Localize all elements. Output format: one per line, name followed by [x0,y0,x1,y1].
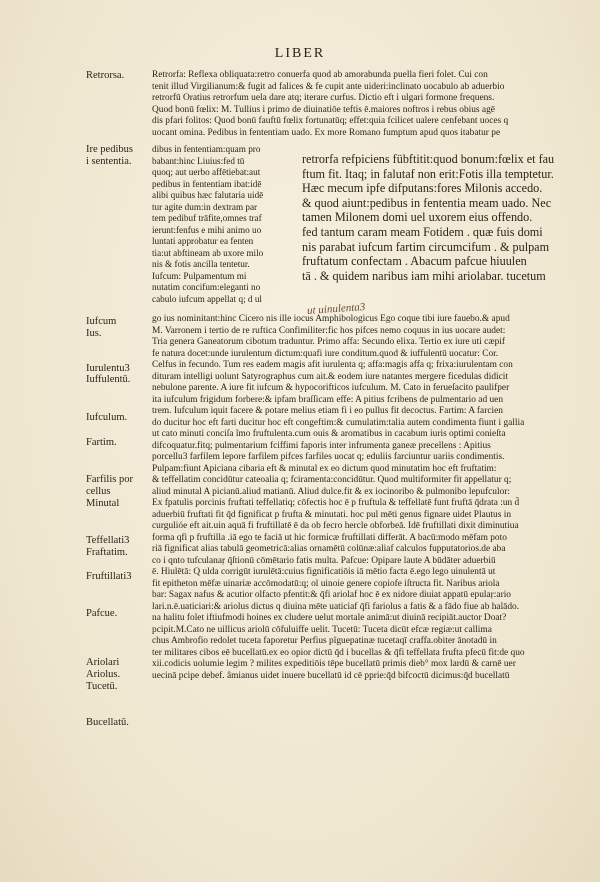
margin-note: Pafcue. [86,608,118,619]
text-line: pedibus in fententiam ibat:idē [152,178,262,189]
text-line: na halitu folet iftiufmodi hoines ex cludere uelut mortale animā:ut diuinā recipiāt.auctor Doat? [152,613,507,623]
text-line: riā fignificat alias tabulā geometricā:alias ornamētū colūnæ:aliaf calculos fupputatorios.de aba [152,544,506,554]
margin-note: Ire pedibus [86,144,133,155]
text-line: Tria genera Ganeatorum cibotum traduntur. Primo affa: Secundo elixa. Tertio ex iure uti cæpif [152,337,505,347]
text-line: dituram intelligi uolunt Satyrographus cum ait.& eodem iure natantes mergere ficedulas didicit [152,371,508,382]
margin-note: Iurulentu3 [86,363,130,374]
commentary-text [152,314,577,682]
text-line: uecinā pcipe debef. âmianus uidet inuere bucellatū id cē pprie:q̄d bifcoctū dicimus:q̄d bucellatū [152,670,510,681]
text-line: ftum fit. Itaq; in falutaf non erit:Fotis illa temptetur. [302,166,554,181]
text-line: fruftatum confectam . Abacum pafcue hiuulen [302,254,527,269]
text-line: fe natura docet:unde iurulentum dictum:quafi iure conditum.quod & iuffulentū uocatur: Cor. [152,348,499,359]
text-line: go ius nominitant:hinc Cicero nis ille iocus Amphibologicus Ego coque tibi iure fauebo.& apud [152,314,510,324]
text-line: M. Varronem i tertio de re ruftica Confimiliter:fic hos pifces nemo coquus in ius uocare audet: [152,325,506,336]
margin-note: Ariolus. [86,669,121,680]
margin-note: Iuffulentū. [86,374,131,385]
text-line: curgulióe eft ait.uin aquā fi fruftillatē ē da ob fecro hercle obforbeā. Idē fruftillati dixit diminutiua [152,521,519,531]
text-line: dis pfari folitos: Quod bonū fauftū fœlix fortunatūq; effet:quia fcilicet ualere cenfebant uoces q [152,116,509,126]
margin-note: Ius. [86,328,102,339]
text-line: pcipit.M.Cato ne uillicus ariolū cōfuluiffe uelit. Tucetū: Tuceta dicūt efcæ regiæ:ut callima [152,624,492,635]
text-line: luntati approbatur ea fenten [152,236,254,246]
text-line: fit epitheton mēfæ uinariæ accōmodatū:q; ol uinoie genere copiofe iſtructa fit. Naribus ariola [152,578,500,589]
text-line: tenit illud Virgilianum:& fugit ad falices & fe cupit ante uideri:inclinato uocabulo ab aduerbio [152,81,505,92]
text-line: fed tantum caram meam Fotidem . quæ fuis domi [302,224,543,239]
margin-note: Fruftillati3 [86,571,132,582]
text-line: Hæc mecum ipfe difputans:fores Milonis accedo. [302,181,543,196]
top-paragraph [152,70,577,139]
text-line: tia:ut abftineam ab uxore milo [152,247,264,258]
text-line: do ducitur hoc eft farti ducitur hoc eft congeftim:& cumulatim:talia autem condimenta fiunt i gallia [152,417,525,428]
quoted-passage [302,152,584,283]
handwritten-annotation: ut uinulenta3 [306,300,366,318]
text-line: chus Ambrofio redolet tuceta faporetur Perfius pĩguepatinæ tucetaqī craffa.obiter ānotadū in [152,636,497,646]
text-line: co i qnto tufculanaṛ q̄ſtionū cōmētario fatis multa. Pafcue: Opipare laute A būdāter aduerbiū [152,555,496,566]
text-line: dibus in fententiam:quam pro [152,144,261,154]
text-line: uocant omina. Pedibus in fententiam uado. Ex more Romano fumptum apud quos itabatur pe [152,127,501,138]
margin-note: i sententia. [86,156,132,167]
text-line: trem. Iufculum iquit facere & potare melius etiam fi i eo pullus fit decoctus. Fartim: A farcien [152,406,503,416]
margin-note: Ariolari [86,657,120,668]
text-line: aliud minutal A picianū.aliud matianū. Aliud dulce.fit & ex iocinoribo & pulmonibo lepufculor: [152,486,511,497]
text-line: ter militares cibos eē bucellatū.ex eo opior dictū q̄d i bucellas & q̄fi teffellata frufta pfecū fit:de quo [152,647,525,658]
text-line: ē. Hiulētā: Q ulda corrigūt iurulētā:cuius fignificatiōis iā mētio facta ē.ego lego uinulentā ut [152,567,496,577]
margin-note: Retrorsa. [86,70,125,81]
text-line: tem pedibuf trāfite,omnes traf [152,213,262,223]
text-line: tur agite dum:in dextram par [152,201,258,212]
text-line: bar: Sagax nafus & acutior olfacto pfentit:& q̄fi ariolaf hoc ē ex nidore diuiat appatū epulaṛ:ario [152,590,511,600]
text-line: nis parabat iufcum fartim circumcifum . & pulpam [302,239,550,254]
text-line: nebulone parente. A iure fit iufcum & hypocorifticos iufculum. M. Cato in ferueſacito paulifper [152,383,510,393]
text-line: xii.codicis uolumie legim ? milites expeditiōis tēpe bucellatū primis dieb° mox lardū & carnē uer [152,659,516,669]
text-line: & teffellatim concidūtur cateoalia q; fciramenta:concidūtur. Quod multiformiter fit appellatur q; [152,475,512,485]
margin-note: Farfilis por [86,474,133,485]
text-line: tamen Milonem domi uel uxorem eius offendo. [302,210,533,225]
text-line: aduerbiū fruftati fit q̄d fignificat p frufta & minutati. hoc pul mēti genus fignare uidet Plautus in [152,509,512,520]
text-line: alibi quibus hæc falutaria uidē [152,190,264,200]
text-line: forma qfi p fruftilla .iā ego te faciā ut hic formicæ fruftillati differāt. A bacū:modo mēfam poto [152,532,507,543]
text-line: tā . & quidem naribus iam mihi ariolabar. tucetum [302,268,546,283]
text-line: porcellu3 farfilem lepore farfilem pifces farfiles uocat q; eduliis farciuntur uariis condimentis. [152,452,505,462]
margin-note: Iufculum. [86,412,128,423]
text-line: ut cato minuti conciſa ĩmo fruftulenta.cum ouis & aromatibus in cacabum iuris optimi conieſta [152,429,506,439]
text-line: retrorfa refpiciens fübftitit:quod bonum:fœlix et fau [302,152,555,166]
margin-note: cellus [86,486,111,497]
text-line: cabulo iufcum appellat q; d ul [152,293,262,304]
margin-note: Tucetū. [86,681,118,692]
text-line: quoq; aut uerbo affētiebat:aut [152,167,261,177]
page-header: LIBER [274,46,326,61]
margin-note: Teffellati3 [86,535,130,546]
text-line: ierunt:fenfus e mihi animo uo [152,224,262,235]
left-column-text [152,144,302,305]
margin-note: Minutal [86,498,120,509]
text-line: Ex fpatulis porcinis fruftati teffellatiq; cōfectis hoc ē p fruftula & teffellatē funt fruftā q̄drata :un d̄ [152,498,520,508]
margin-note: Bucellatū. [86,717,129,728]
text-line: ita iufculum frigidum forbere:& ipfam braſſicam effe: A pitius fcribens de pulmentario ad uen [152,394,504,405]
text-line: nutatim concifum:eleganti no [152,282,261,292]
text-line: retrorfū Oratius retrorfum uela dare atq; iterare curfus. Dictio eft i ulgari formone frequens. [152,93,495,103]
text-line: babant:hinc Liuius:fed tū [152,155,245,166]
text-line: & quod aiunt:pedibus in fententia meam uado. Nec [302,195,552,210]
text-line: Quod bonū fœlix: M. Tullius i primo de diuinatiōe teftis ē.maiores noftros i rebus obius agē [152,104,495,115]
text-line: Celfus in fecundo. Tum res eadem magis afit iurulenta q; affa:magis affa q; frixa:iurulentam con [152,360,513,370]
text-line: nis & fotis ancilla tentetur. [152,259,250,269]
text-line: Retrorfa: Reflexa obliquata:retro conuerfa quod ab amorabunda puella fieri folet. Cui con [152,70,488,80]
margin-note: Fartim. [86,437,117,448]
margin-note: Fraftatim. [86,547,128,558]
text-line: Pulpam:fiunt Apiciana cibaria eft & minutal ex eo dictum quod minutatim hoc eft fruftatim: [152,463,497,474]
text-line: difcoquatur.fitq; pulmentarium fciffimi faporis inter infrumenta ganeæ precellens : Apitius [152,440,491,451]
margin-note: Iufcum [86,316,117,327]
text-line: Iufcum: Pulpamentum mi [152,270,247,281]
text-line: lari.n.ē.uaticiari:& ariolus dictus q diuina mēte uaticiaf q̄fi fariolus a fatis & a fādo fiue ab halādo. [152,601,520,612]
